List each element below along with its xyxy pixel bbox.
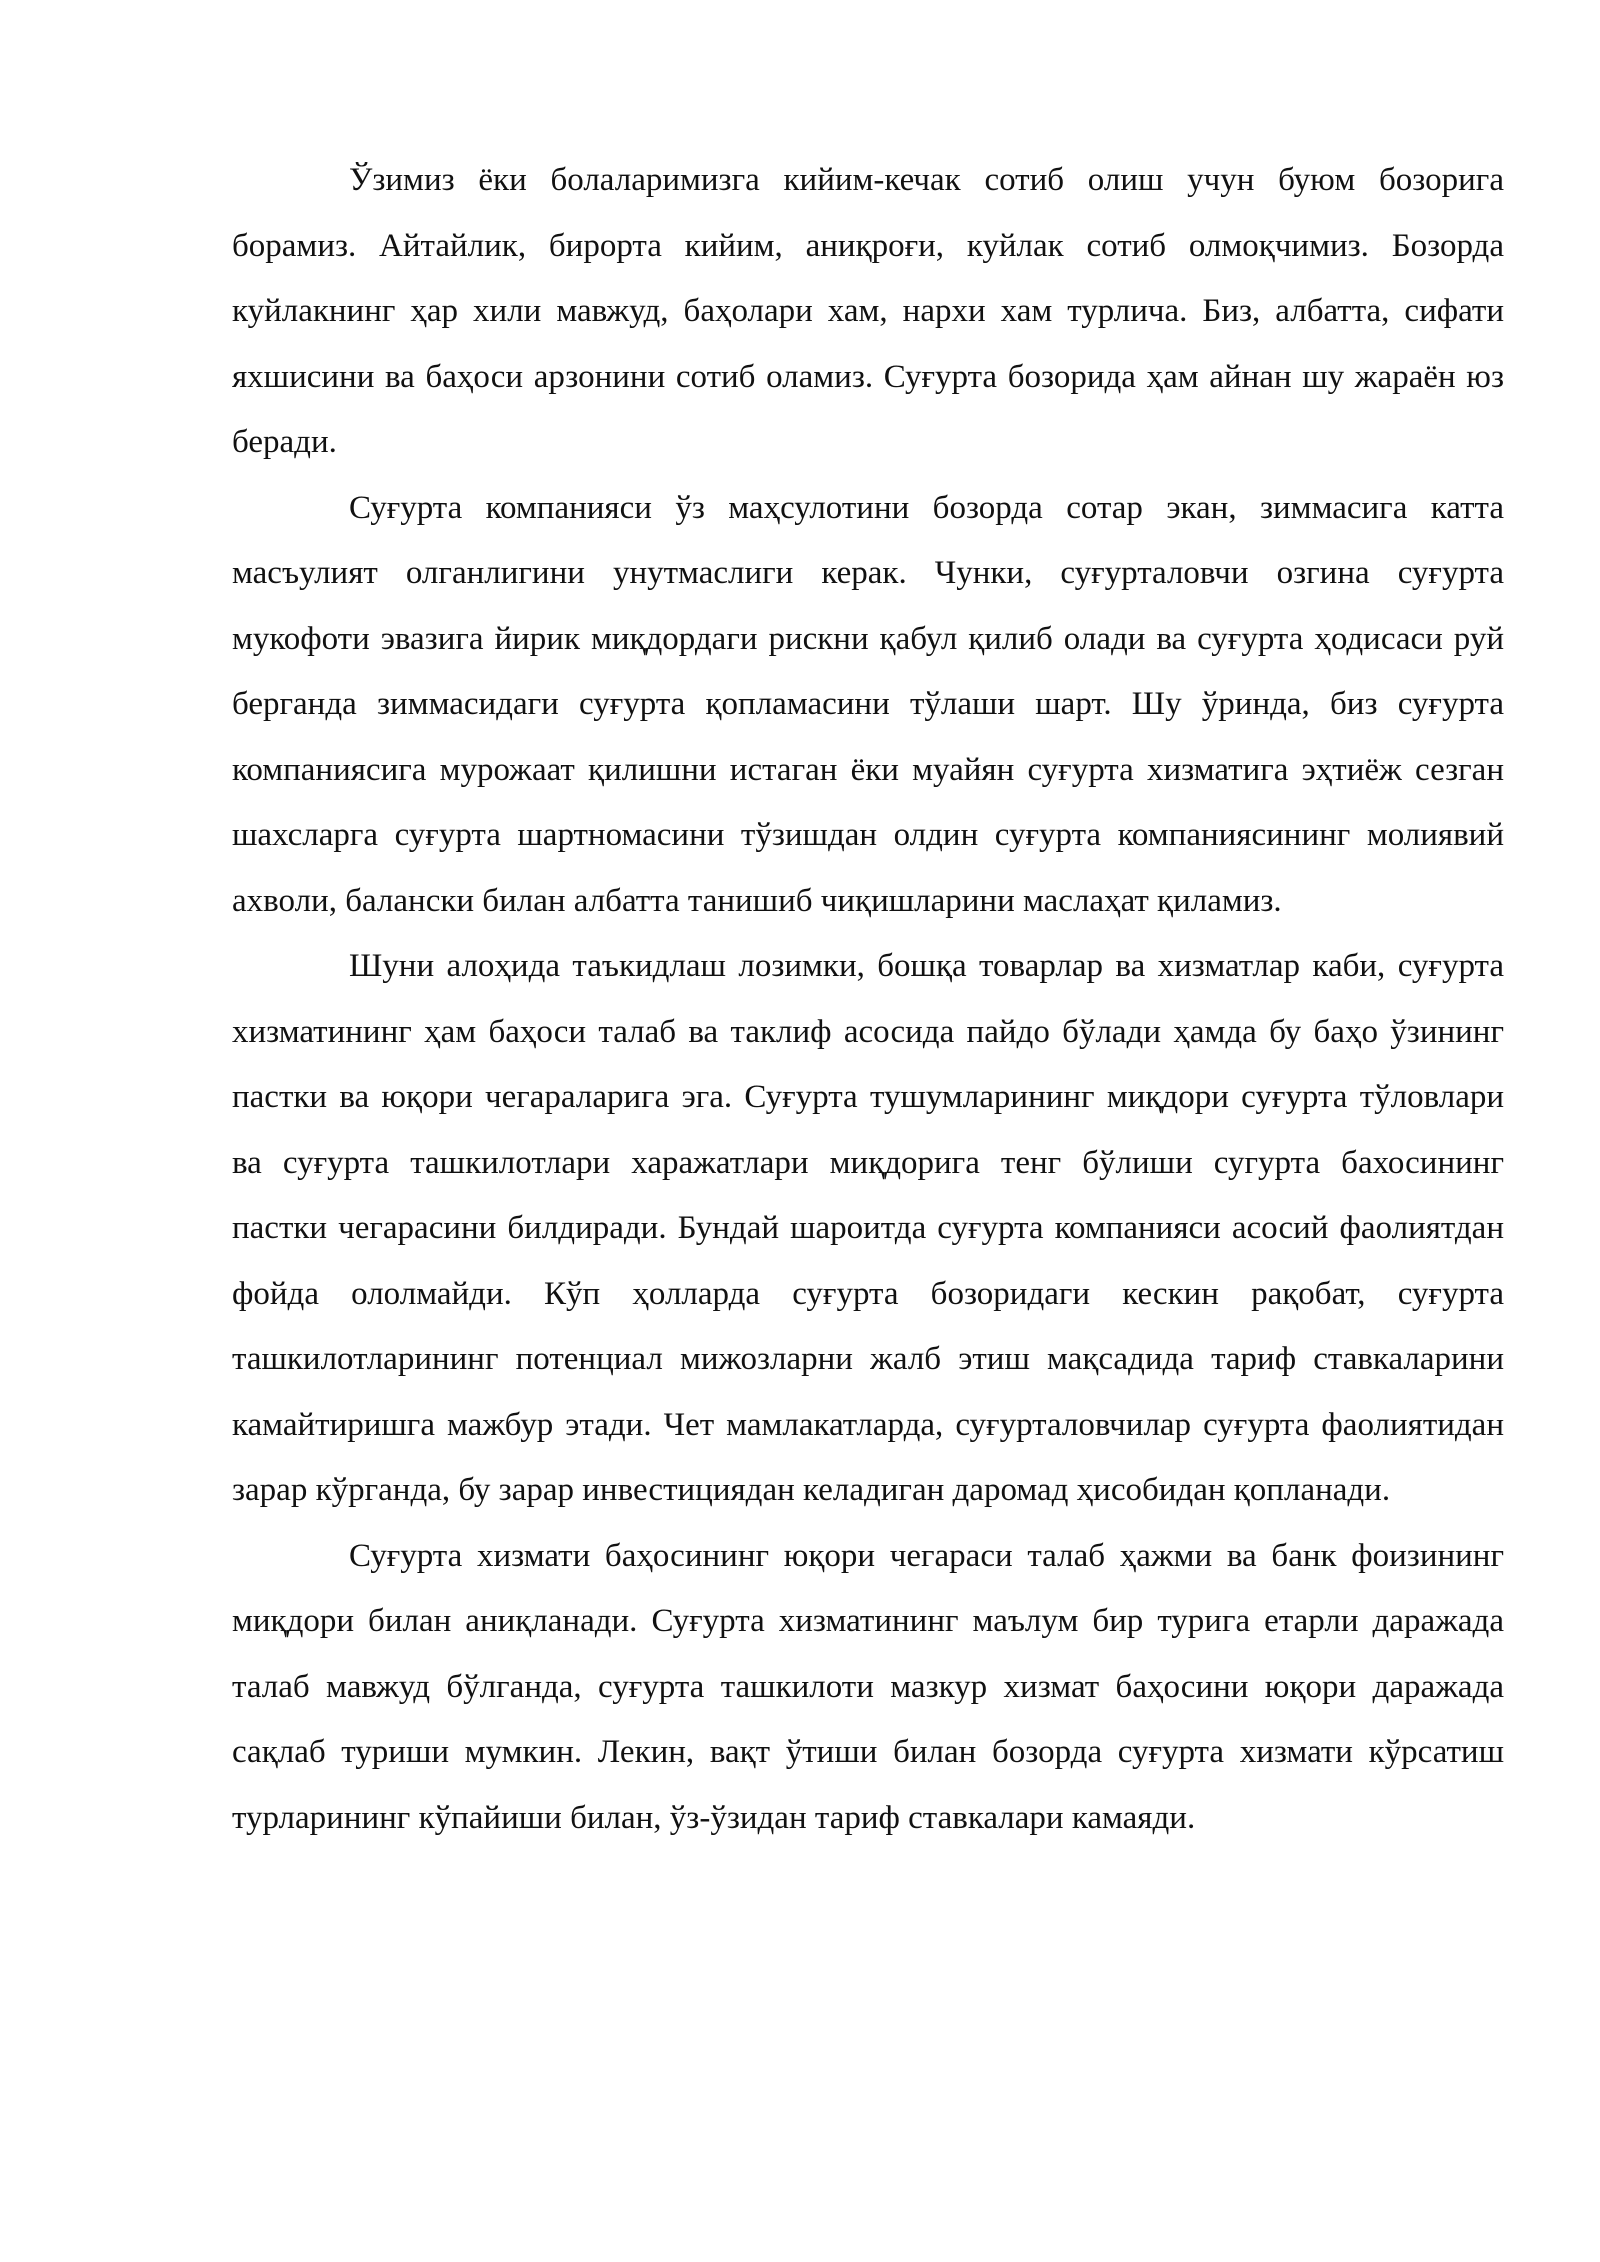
paragraph-2: Суғурта компанияси ўз маҳсулотини бозорда сотар экан, зиммасига катта масъулият олганлигини унутмаслиги керак. Чунки, суғурталовчи озгина суғурта мукофоти эвазига йирик миқдордаги рискни қабул қилиб олади ва суғурта ҳодисаси руй берганда зиммасидаги суғурта қопламасини тўлаши шарт. Шу ўринда, биз суғурта компаниясига мурожаат қилишни истаган ёки муайян суғурта хизматига эҳтиёж сезган шахсларга суғурта шартномасини тўзишдан олдин суғурта компаниясининг молиявий ахволи, балански билан албатта танишиб чиқишларини маслаҳат қиламиз. <box>232 489 1504 919</box>
paragraph-1: Ўзимиз ёки болаларимизга кийим-кечак сотиб олиш учун буюм бозорига борамиз. Айтайлик, бирорта кийим, аниқроғи, куйлак сотиб олмоқчимиз. Бозорда куйлакнинг ҳар хили мавжуд, баҳолари хам, нархи хам турлича. Биз, албатта, сифати яхшисини ва баҳоси арзонини сотиб оламиз. Суғурта бозорида ҳам айнан шу жараён юз беради. <box>232 162 1504 460</box>
paragraph-4: Суғурта хизмати баҳосининг юқори чегараси талаб ҳажми ва банк фоизининг миқдори билан аниқланади. Суғурта хизматининг маълум бир турига етарли даражада талаб мавжуд бўлганда, суғурта ташкилоти мазкур хизмат баҳосини юқори даражада сақлаб туриши мумкин. Лекин, вақт ўтиши билан бозорда суғурта хизмати кўрсатиш турларининг кўпайиши билан, ўз-ўзидан тариф ставкалари камаяди. <box>232 1537 1504 1836</box>
paragraph-3: Шуни алоҳида таъкидлаш лозимки, бошқа товарлар ва хизматлар каби, суғурта хизматининг ҳам баҳоси талаб ва таклиф асосида пайдо бўлади ҳамда бу баҳо ўзининг пастки ва юқори чегараларига эга. Суғурта тушумларининг миқдори суғурта тўловлари ва суғурта ташкилотлари харажатлари миқдорига тенг бўлиши сугурта бахосининг пастки чегарасини билдиради. Бундай шароитда суғурта компанияси асосий фаолиятдан фойда ололмайди. Кўп ҳолларда суғурта бозоридаги кескин рақобат, суғурта ташкилотларининг потенциал мижозларни жалб этиш мақсадида тариф ставкаларини камайтиришга мажбур этади. Чет мамлакатларда, суғурталовчилар суғурта фаолиятидан зарар кўрганда, бу зарар инвестициядан келадиган даромад ҳисобидан қопланади. <box>232 948 1504 1508</box>
body-text <box>232 148 1504 1851</box>
